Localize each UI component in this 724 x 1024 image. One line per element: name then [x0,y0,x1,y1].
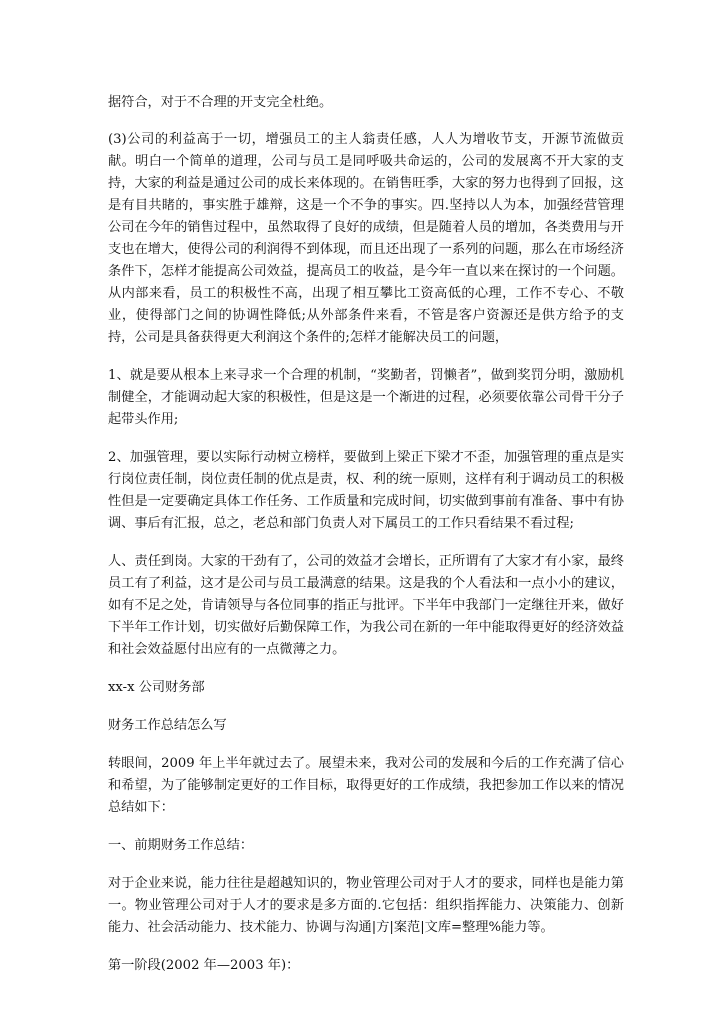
paragraph-closing: 人、责任到岗。大家的干劲有了，公司的效益才会增长，正所谓有了大家才有小家，最终员工有了利益，这才是公司与员工最满意的结果。这是我的个人看法和一点小小的建议，如有不足之处，肯请领导与各位同事的指正与批评。下半年中我部门一定继往开来，做好下半年工作计划，切实做好后勤保障工作，为我公司在新的一年中能取得更好的经济效益和社会效益愿付出应有的一点微薄之力。 [108,554,624,657]
paragraph-expense-control: 据符合，对于不合理的开支完全杜绝。 [108,95,333,110]
paragraph-company-interest: (3)公司的利益高于一切，增强员工的主人翁责任感，人人为增收节支，开源节流做贡献。明白一个简单的道理，公司与员工是同呼吸共命运的，公司的发展离不开大家的支持，大家的利益是通过公司的成长来体现的。在销售旺季，大家的努力也得到了回报，这是有目共睹的，事实胜于雄辩，这是一个不争的事实。四.坚持以人为本，加强经营管理公司在今年的销售过程中，虽然取得了良好的成绩，但是随着人员的增加，各类费用与开支也在增大，使得公司的利润得不到体现，而且还出现了一系列的问题，那么在市场经济条件下，怎样才能提高公司效益，提高员工的收益，是今年一直以来在探讨的一个问题。从内部来看，员工的积极性不高，出现了相互攀比工资高低的心理，工作不专心、不敬业，使得部门之间的协调性降低;从外部条件来看，不管是客户资源还是供方给予的支持，公司是具备获得更大利润这个条件的;怎样才能解决员工的问题， [108,132,624,345]
section-heading-how-to-write: 财务工作总结怎么写 [108,718,227,733]
department-signature: xx-x 公司财务部 [108,680,205,695]
paragraph-item-1-mechanism: 1、就是要从根本上来寻求一个合理的机制，“奖勤者，罚懒者”，做到奖罚分明，激励机制健全，才能调动起大家的积极性，但是这是一个渐进的过程，必须要依靠公司骨干分子起带头作用; [108,368,624,427]
paragraph-ability-requirements: 对于企业来说，能力往往是超越知识的，物业管理公司对于人才的要求，同样也是能力第一。物业管理公司对于人才的要求是多方面的.它包括：组织指挥能力、决策能力、创新能力、社会活动能力、技术能力、协调与沟通|方|案范|文库=整理%能力等。 [108,876,624,935]
section-heading-phase-one: 第一阶段(2002 年—2003 年)： [108,958,300,973]
section-heading-early-summary: 一、前期财务工作总结： [108,838,254,853]
paragraph-item-2-management: 2、加强管理，要以实际行动树立榜样，要做到上梁正下梁才不歪，加强管理的重点是实行岗位责任制，岗位责任制的优点是责，权、利的统一原则，这样有利于调动员工的积极性但是一定要确定具体工作任务、工作质量和完成时间，切实做到事前有准备、事中有协调、事后有汇报，总之，老总和部门负责人对下属员工的工作只看结果不看过程; [108,450,624,531]
document-page [108,92,624,977]
paragraph-intro-2009: 转眼间，2009 年上半年就过去了。展望未来，我对公司的发展和今后的工作充满了信心和希望，为了能够制定更好的工作目标，取得更好的工作成绩，我把参加工作以来的情况总结如下： [108,756,624,815]
